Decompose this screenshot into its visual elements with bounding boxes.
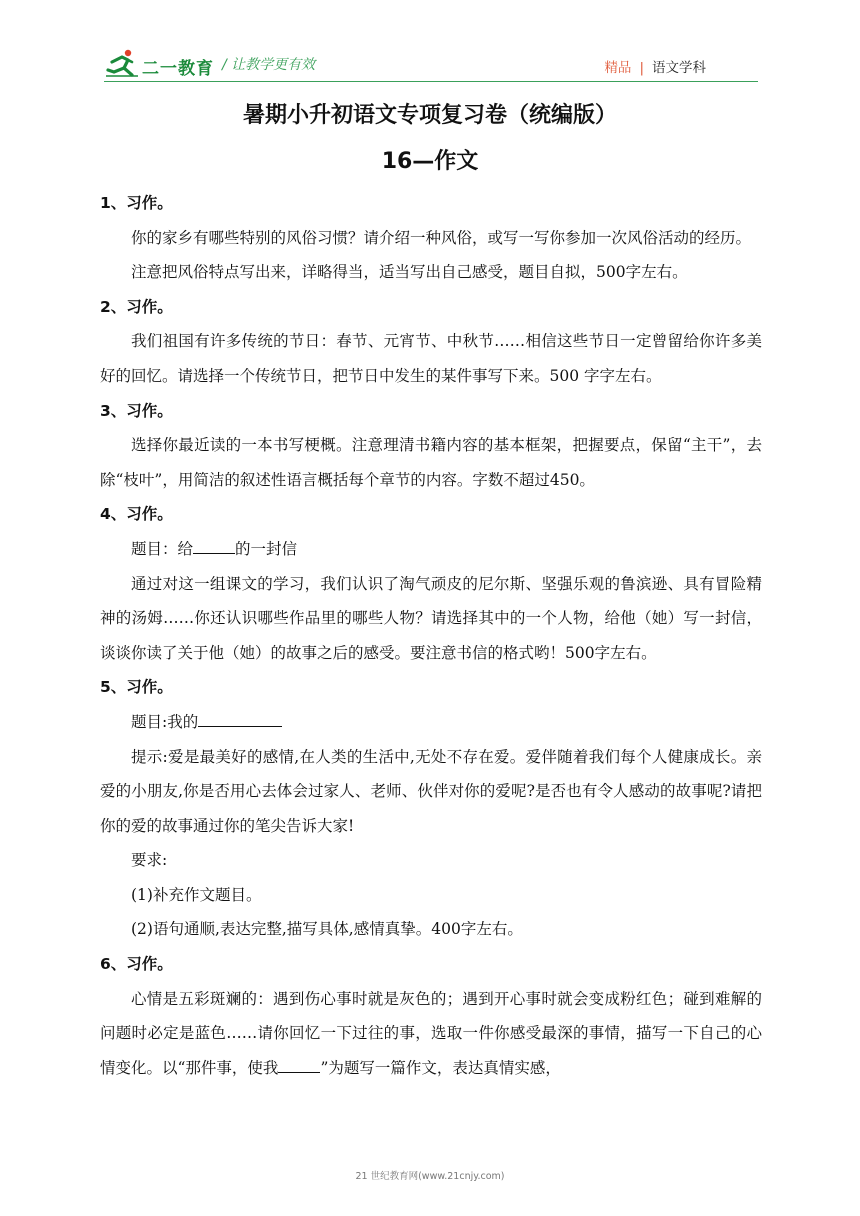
- subject-label: 语文学科: [652, 60, 706, 76]
- question-4-heading: 4、习作。: [100, 505, 173, 524]
- fill-blank: [278, 1055, 320, 1073]
- question-4-paragraph: 通过对这一组课文的学习，我们认识了淘气顽皮的尼尔斯、坚强乐观的鲁滨逊、具有冒险精神的汤姆……你还认识哪些作品里的哪些人物？请选择其中的一个人物，给他（她）写一封信，谈谈你读了关于他（她）的故事之后的感受。要注意书信的格式哟！500字左右。: [100, 574, 762, 662]
- question-3-paragraph: 选择你最近读的一本书写梗概。注意理清书籍内容的基本框架，把握要点，保留“主干”，去除“枝叶”，用简洁的叙述性语言概括每个章节的内容。字数不超过450。: [100, 436, 762, 489]
- slogan: / 让教学更有效: [222, 57, 316, 73]
- page-footer: 21 世纪教育网(www.21cnjy.com): [355, 1171, 505, 1182]
- document-subtitle: 16—作文: [381, 149, 479, 174]
- topic-prefix: 题目:我的: [131, 712, 199, 731]
- header-tags: [604, 56, 706, 76]
- question-6-text-b: ”为题写一篇作文，表达真情实感，: [320, 1058, 561, 1077]
- fill-blank: [198, 709, 282, 727]
- question-1-heading: 1、习作。: [100, 194, 173, 212]
- header-divider: [104, 81, 758, 82]
- question-5-requirement: (2)语句通顺,表达完整,描写具体,感情真挚。400字左右。: [131, 920, 523, 939]
- question-1-paragraph: 你的家乡有哪些特别的风俗习惯？请介绍一种风俗，或写一写你参加一次风俗活动的经历。: [131, 228, 752, 247]
- question-5-heading: 5、习作。: [100, 678, 173, 697]
- logo: [104, 48, 214, 80]
- topic-suffix: 的一封信: [235, 539, 298, 558]
- question-3-heading: 3、习作。: [100, 401, 173, 420]
- premium-label: 精品: [604, 60, 632, 76]
- header-separator: |: [639, 60, 644, 76]
- fill-blank: [193, 536, 235, 554]
- runner-logo-icon: [104, 48, 140, 78]
- question-2-paragraph: 我们祖国有许多传统的节日：春节、元宵节、中秋节……相信这些节日一定曾留给你许多美好的回忆。请选择一个传统节日，把节日中发生的某件事写下来。500 字字左右。: [100, 332, 762, 385]
- document-title: 暑期小升初语文专项复习卷（统编版）: [242, 103, 617, 128]
- page-header: [0, 0, 860, 85]
- topic-prefix: 题目：给: [131, 539, 194, 558]
- question-4-topic: [100, 532, 762, 567]
- question-6-paragraph: [100, 982, 762, 1086]
- question-2-heading: 2、习作。: [100, 297, 173, 316]
- question-5-requirement: (1)补充作文题目。: [131, 885, 262, 904]
- question-6-heading: 6、习作。: [100, 955, 173, 974]
- question-6-text-a: 心情是五彩斑斓的：遇到伤心事时就是灰色的；遇到开心事时就会变成粉红色；碰到难解的问题时必定是蓝色……请你回忆一下过往的事，选取一件你感受最深的事情，描写一下自己的心情变化。以“那件事，使我: [100, 989, 762, 1077]
- question-1-paragraph: 注意把风俗特点写出来，详略得当，适当写出自己感受，题目自拟，500字左右。: [131, 263, 688, 282]
- question-5-paragraph: 提示:爱是最美好的感情,在人类的生活中,无处不存在爱。爱伴随着我们每个人健康成长。亲爱的小朋友,你是否用心去体会过家人、老师、伙伴对你的爱呢?是否也有令人感动的故事呢?请把你的爱的故事通过你的笔尖告诉大家!: [100, 747, 762, 835]
- question-5-requirements-label: 要求:: [131, 851, 168, 870]
- logo-text: 二一教育: [142, 59, 214, 79]
- question-5-topic: [100, 705, 762, 740]
- document-body: [100, 186, 762, 1085]
